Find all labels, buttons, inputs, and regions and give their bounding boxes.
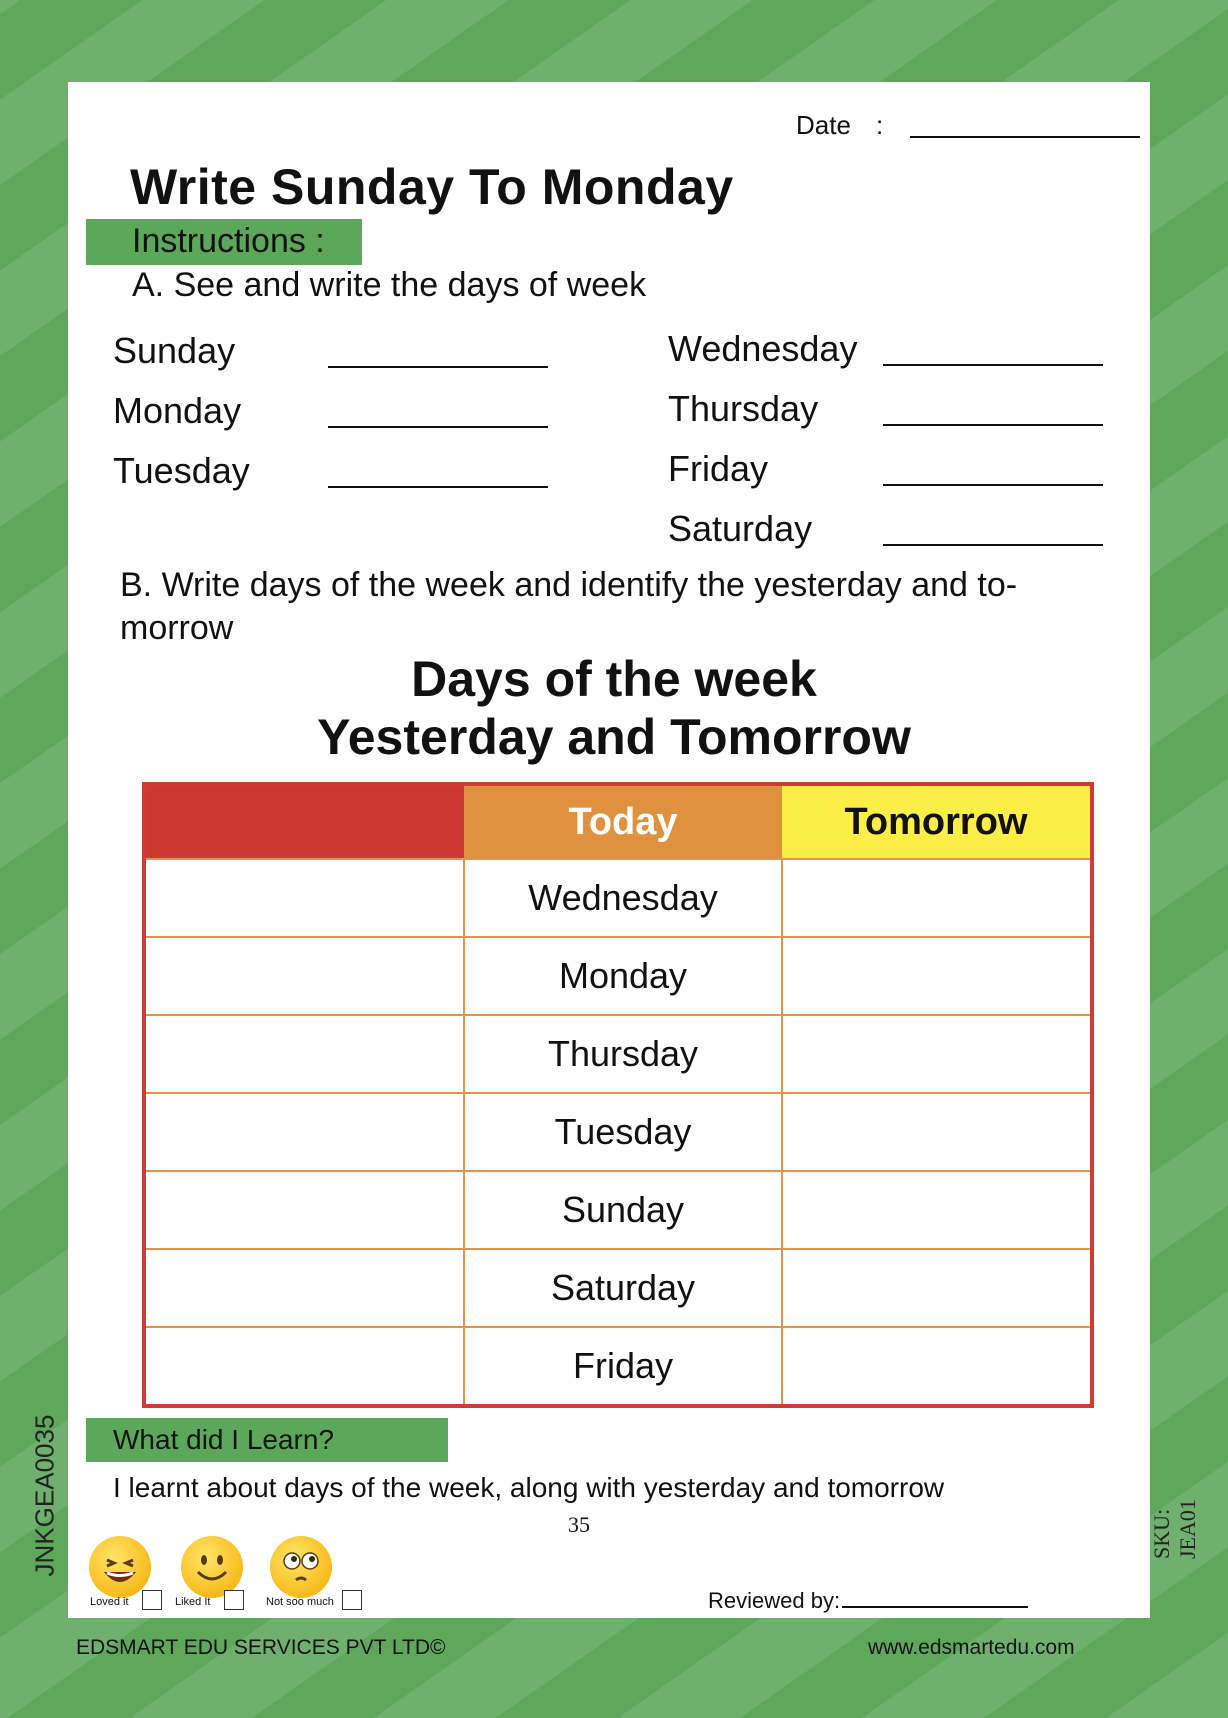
today-cell: Monday [464,937,782,1015]
tomorrow-cell[interactable] [782,1249,1092,1327]
feedback-label-loved: Loved it [90,1596,129,1608]
write-blank-sunday[interactable] [328,366,548,368]
table-row [144,1327,1092,1406]
today-cell: Tuesday [464,1093,782,1171]
write-blank-thursday[interactable] [883,424,1103,426]
laughing-face-icon [89,1536,151,1598]
write-blank-monday[interactable] [328,426,548,428]
table-row [144,1171,1092,1249]
table-row [144,859,1092,937]
yesterday-cell[interactable] [144,1327,464,1406]
feedback-label-liked: Liked It [175,1596,211,1608]
yesterday-cell[interactable] [144,1171,464,1249]
reviewed-by-line[interactable] [842,1606,1028,1608]
day-label-saturday: Saturday [668,508,813,549]
page-number: 35 [568,1512,590,1537]
table-row [144,1015,1092,1093]
tomorrow-cell[interactable] [782,1327,1092,1406]
footer-company: EDSMART EDU SERVICES PVT LTD© [76,1636,446,1659]
today-cell: Friday [464,1327,782,1406]
reviewed-by-label: Reviewed by: [708,1588,841,1613]
thinking-face-icon [270,1536,332,1598]
day-label-friday: Friday [668,448,769,489]
header-today: Today [464,784,782,859]
part-a-instruction: A. See and write the days of week [132,266,647,304]
tomorrow-cell[interactable] [782,1015,1092,1093]
yesterday-cell[interactable] [144,1249,464,1327]
worksheet-title: Write Sunday To Monday [130,159,734,215]
worksheet-code: JNKGEA0035 [29,1414,60,1577]
write-blank-saturday[interactable] [883,544,1103,546]
learn-title: What did I Learn? [113,1424,335,1455]
yesterday-cell[interactable] [144,1093,464,1171]
header-yesterday [144,784,464,859]
feedback-checkbox-not-much[interactable] [342,1590,362,1610]
today-cell: Sunday [464,1171,782,1249]
table-header-row [144,784,1092,859]
today-cell: Thursday [464,1015,782,1093]
feedback-label-not-much: Not soo much [266,1596,334,1608]
date-label: Date [796,110,851,140]
today-cell: Saturday [464,1249,782,1327]
learn-text: I learnt about days of the week, along with yesterday and tomorrow [113,1472,945,1503]
days-table [142,782,1094,1408]
day-label-tuesday: Tuesday [113,450,250,491]
section-title-line2: Yesterday and Tomorrow [317,709,911,765]
sku-code: SKU: JEA01 [1149,1499,1200,1559]
tomorrow-cell[interactable] [782,859,1092,937]
table-row [144,937,1092,1015]
write-blank-wednesday[interactable] [883,364,1103,366]
day-label-monday: Monday [113,390,242,431]
feedback-checkbox-loved[interactable] [142,1590,162,1610]
day-label-sunday: Sunday [113,330,236,371]
date-colon: : [876,110,884,140]
write-blank-friday[interactable] [883,484,1103,486]
date-input-line[interactable] [910,136,1140,138]
yesterday-cell[interactable] [144,937,464,1015]
footer-website[interactable]: www.edsmartedu.com [868,1636,1075,1659]
write-blank-tuesday[interactable] [328,486,548,488]
yesterday-cell[interactable] [144,859,464,937]
instructions-label: Instructions : [132,222,325,260]
day-label-thursday: Thursday [668,388,819,429]
tomorrow-cell[interactable] [782,1093,1092,1171]
smiling-face-icon [181,1536,243,1598]
table-row [144,1093,1092,1171]
day-label-wednesday: Wednesday [668,328,858,369]
section-title-line1: Days of the week [411,651,817,707]
part-b-instruction: B. Write days of the week and identify the yesterday and to-morrow [120,566,1018,647]
feedback-checkbox-liked[interactable] [224,1590,244,1610]
header-tomorrow: Tomorrow [782,784,1092,859]
table-row [144,1249,1092,1327]
yesterday-cell[interactable] [144,1015,464,1093]
tomorrow-cell[interactable] [782,937,1092,1015]
tomorrow-cell[interactable] [782,1171,1092,1249]
today-cell: Wednesday [464,859,782,937]
